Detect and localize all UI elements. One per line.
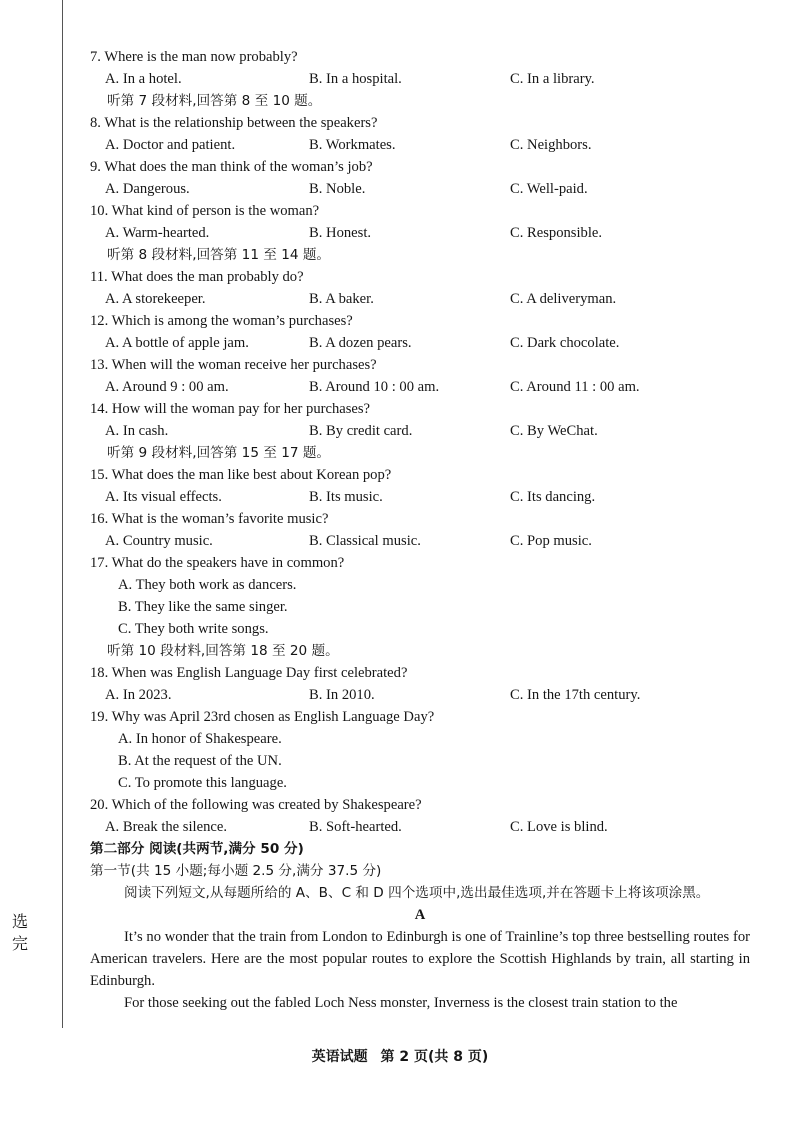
option-b: B. Classical music. (309, 533, 421, 549)
question-text: 10. What kind of person is the woman? (90, 203, 320, 219)
option-b: B. Its music. (309, 489, 383, 505)
option-c: C. They both write songs. (118, 621, 269, 637)
side-tab-char: 选 (12, 914, 29, 931)
option-a: A. Its visual effects. (105, 489, 222, 505)
options-row (90, 530, 750, 552)
question-text: 11. What does the man probably do? (90, 269, 304, 285)
option-c: C. Love is blind. (510, 819, 608, 835)
passage-label: A (414, 907, 426, 923)
side-tab-char: 完 (12, 936, 29, 953)
options-row (90, 178, 750, 200)
reading-directions: 阅读下列短文,从每题所给的 A、B、C 和 D 四个选项中,选出最佳选项,并在答题卡上将该项涂黑。 (124, 885, 710, 901)
option-b: B. They like the same singer. (118, 599, 288, 615)
option-b: B. Workmates. (309, 137, 396, 153)
question-text: 17. What do the speakers have in common? (90, 555, 345, 571)
option-a: A. Around 9 : 00 am. (105, 379, 229, 395)
question-text: 8. What is the relationship between the speakers? (90, 115, 378, 131)
question-text: 14. How will the woman pay for her purchases? (90, 401, 371, 417)
option-c: C. Neighbors. (510, 137, 592, 153)
options-row (90, 816, 750, 838)
listening-instruction: 听第 9 段材料,回答第 15 至 17 题。 (107, 445, 331, 461)
option-a: A. In 2023. (105, 687, 172, 703)
option-c: C. In the 17th century. (510, 687, 641, 703)
passage-paragraph: For those seeking out the fabled Loch Ness monster, Inverness is the closest train station to the (124, 995, 678, 1011)
option-a: A. In honor of Shakespeare. (118, 731, 282, 747)
options-row (90, 134, 750, 156)
options-row (90, 332, 750, 354)
question-text: 16. What is the woman’s favorite music? (90, 511, 329, 527)
question-text: 9. What does the man think of the woman’s job? (90, 159, 373, 175)
option-c: C. Its dancing. (510, 489, 596, 505)
option-c: C. By WeChat. (510, 423, 598, 439)
options-row (90, 376, 750, 398)
question-text: 18. When was English Language Day first celebrated? (90, 665, 408, 681)
option-a: A. A storekeeper. (105, 291, 206, 307)
question-text: 13. When will the woman receive her purchases? (90, 357, 377, 373)
listening-instruction: 听第 8 段材料,回答第 11 至 14 题。 (107, 247, 331, 263)
side-tab (12, 912, 32, 956)
option-c: C. Dark chocolate. (510, 335, 620, 351)
part-heading-text: 第二部分 阅读(共两节,满分 50 分) (90, 841, 304, 857)
option-b: B. Soft-hearted. (309, 819, 402, 835)
option-b: B. A baker. (309, 291, 374, 307)
option-a: A. In cash. (105, 423, 169, 439)
option-a: A. Country music. (105, 533, 213, 549)
question-text: 15. What does the man like best about Korean pop? (90, 467, 392, 483)
option-a: A. Warm-hearted. (105, 225, 210, 241)
part-heading (90, 838, 750, 860)
option-a: A. Doctor and patient. (105, 137, 236, 153)
options-row (90, 420, 750, 442)
option-b: B. In a hospital. (309, 71, 402, 87)
footer-page-number: 第 2 页(共 8 页) (380, 1049, 489, 1065)
question-text: 20. Which of the following was created by Shakespeare? (90, 797, 422, 813)
options-row (90, 288, 750, 310)
option-a: A. Dangerous. (105, 181, 190, 197)
option-b: B. In 2010. (309, 687, 375, 703)
question-text: 19. Why was April 23rd chosen as English Language Day? (90, 709, 435, 725)
option-b: B. Honest. (309, 225, 372, 241)
options-row (90, 68, 750, 90)
option-c: C. In a library. (510, 71, 595, 87)
option-b: B. A dozen pears. (309, 335, 412, 351)
options-row (90, 684, 750, 706)
option-a: A. In a hotel. (105, 71, 182, 87)
option-b: B. At the request of the UN. (118, 753, 282, 769)
option-c: C. A deliveryman. (510, 291, 617, 307)
page-footer (0, 1046, 800, 1066)
option-a: A. They both work as dancers. (118, 577, 297, 593)
listening-instruction: 听第 10 段材料,回答第 18 至 20 题。 (107, 643, 339, 659)
question-text: 7. Where is the man now probably? (90, 49, 298, 65)
option-c: C. Responsible. (510, 225, 603, 241)
footer-subject: 英语试题 (311, 1049, 368, 1065)
options-row (90, 486, 750, 508)
section-heading: 第一节(共 15 小题;每小题 2.5 分,满分 37.5 分) (90, 863, 382, 879)
listening-instruction: 听第 7 段材料,回答第 8 至 10 题。 (107, 93, 322, 109)
option-a: A. Break the silence. (105, 819, 227, 835)
option-b: B. Noble. (309, 181, 366, 197)
option-c: C. Well-paid. (510, 181, 588, 197)
page-content (90, 46, 750, 1014)
option-c: C. Pop music. (510, 533, 592, 549)
passage-paragraph: It’s no wonder that the train from London to Edinburgh is one of Trainline’s top three bestselling routes for American travelers. Here are the most popular routes to explore the Scottish Highlands by train, all starting in Edinburgh. (90, 929, 750, 989)
question-text: 12. Which is among the woman’s purchases? (90, 313, 353, 329)
options-row (90, 222, 750, 244)
option-a: A. A bottle of apple jam. (105, 335, 249, 351)
option-c: C. To promote this language. (118, 775, 287, 791)
option-b: B. Around 10 : 00 am. (309, 379, 440, 395)
binding-line (62, 0, 63, 1028)
option-b: B. By credit card. (309, 423, 413, 439)
option-c: C. Around 11 : 00 am. (510, 379, 640, 395)
